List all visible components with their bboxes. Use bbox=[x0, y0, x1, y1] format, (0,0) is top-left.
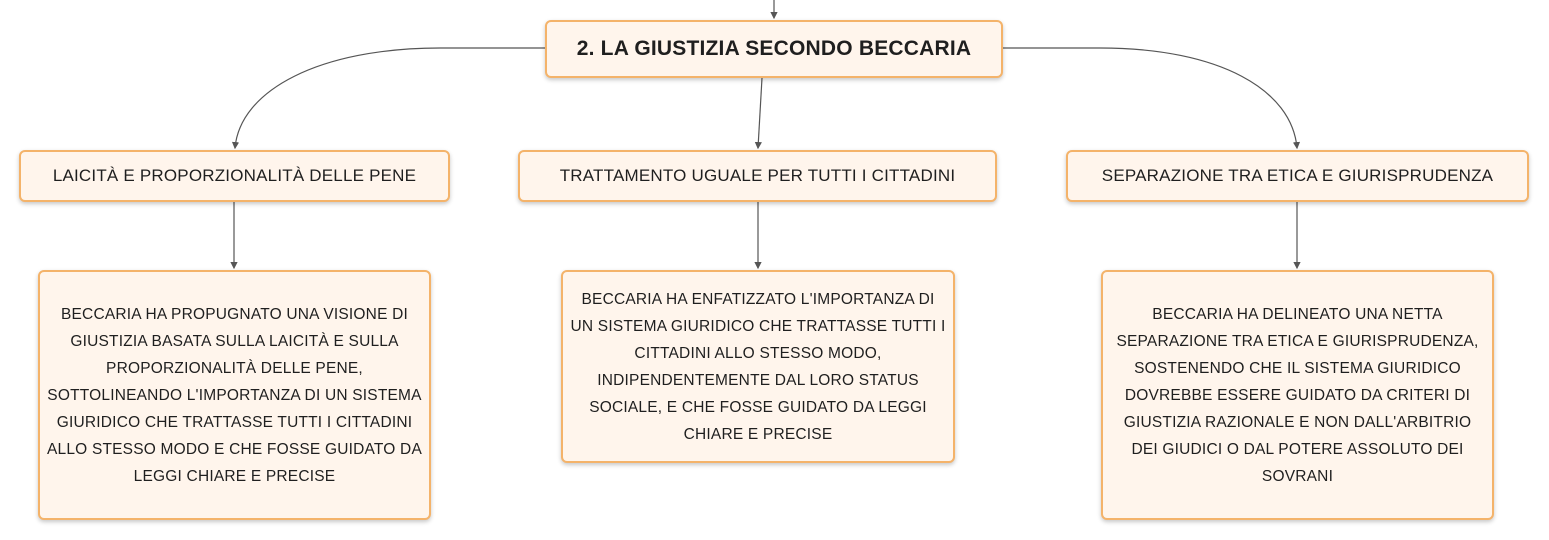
topic-node-label: TRATTAMENTO UGUALE PER TUTTI I CITTADINI bbox=[559, 166, 956, 185]
topic-node-trattamento[interactable] bbox=[518, 150, 997, 202]
root-node[interactable] bbox=[545, 20, 1003, 78]
detail-node-laicita[interactable] bbox=[38, 270, 431, 520]
detail-node-text: BECCARIA HA ENFATIZZATO L'IMPORTANZA DI UN SISTEMA GIURIDICO CHE TRATTASSE TUTTI I CITTADINI ALLO STESSO MODO, INDIPENDENTEMENTE DAL LORO STATUS SOCIALE, E CHE FOSSE GUIDATO DA LEGGI CHIARE E PRECISE bbox=[570, 290, 946, 443]
topic-node-label: SEPARAZIONE TRA ETICA E GIURISPRUDENZA bbox=[1101, 166, 1494, 185]
root-node-label: 2. LA GIUSTIZIA SECONDO BECCARIA bbox=[576, 37, 972, 60]
detail-node-text: BECCARIA HA DELINEATO UNA NETTA SEPARAZIONE TRA ETICA E GIURISPRUDENZA, SOSTENENDO CHE IL SISTEMA GIURIDICO DOVREBBE ESSERE GUIDATO DA CRITERI DI GIUSTIZIA RAZIONALE E NON DALL'ARBITRIO DEI GIUDICI O DAL POTERE ASSOLUTO DEI SOVRANI bbox=[1116, 305, 1479, 485]
topic-node-label: LAICITÀ E PROPORZIONALITÀ DELLE PENE bbox=[52, 166, 417, 185]
topic-node-separazione[interactable] bbox=[1066, 150, 1529, 202]
topic-node-laicita[interactable] bbox=[19, 150, 450, 202]
connector-root-to-topic-3 bbox=[1003, 48, 1297, 148]
detail-node-trattamento[interactable] bbox=[561, 270, 955, 463]
connector-root-to-topic-1 bbox=[235, 48, 545, 148]
connector-root-to-topic-2 bbox=[758, 78, 762, 148]
detail-node-separazione[interactable] bbox=[1101, 270, 1494, 520]
detail-node-text: BECCARIA HA PROPUGNATO UNA VISIONE DI GIUSTIZIA BASATA SULLA LAICITÀ E SULLA PROPORZIONALITÀ DELLE PENE, SOTTOLINEANDO L'IMPORTANZA DI UN SISTEMA GIURIDICO CHE TRATTASSE TUTTI I CITTADINI ALLO STESSO MODO E CHE FOSSE GUIDATO DA LEGGI CHIARE E PRECISE bbox=[47, 305, 422, 485]
